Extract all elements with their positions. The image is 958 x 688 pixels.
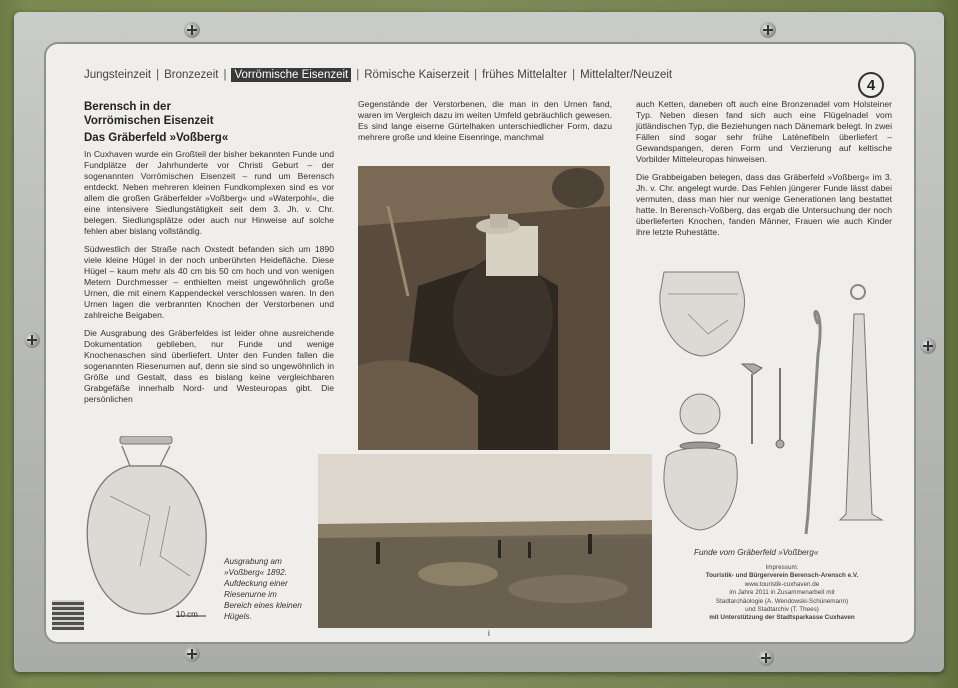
screw-icon — [920, 338, 936, 354]
era-navigation — [84, 68, 672, 82]
screw-icon — [184, 22, 200, 38]
artefact-drawings — [658, 264, 898, 544]
separator: | — [223, 69, 227, 81]
paragraph: Die Grabbeigaben belegen, dass das Gräberfeld »Voßberg« im 3. Jh. v. Chr. angelegt wurde. Das Fehlen jüngerer Funde lässt dabei vermuten, dass man hier nur wenige Generationen lang bestattet hatte. In Berensch-Voßberg, das ergab die Untersuchung der noch überlieferten Knochen, fanden Männer, Frauen wie auch Kinder ihre letzte Ruhestätte. — [636, 172, 892, 237]
screw-icon — [760, 22, 776, 38]
screw-icon — [184, 646, 200, 662]
paragraph: Gegenstände der Verstorbenen, die man in den Urnen fand, waren im Vergleich dazu im weiten Umfeld gebräuchlich gewesen. Es sind lange eiserne Gürtelhaken unterschiedlicher Form, dazu mehrere große und kleine Eisenringe, manchmal — [358, 99, 612, 142]
excavation-photo — [358, 166, 610, 450]
impressum — [666, 564, 898, 623]
screw-icon — [24, 332, 40, 348]
info-board — [44, 42, 916, 644]
page-number-badge: 4 — [858, 72, 884, 98]
separator: | — [474, 69, 478, 81]
title-line-1: Berensch in der — [84, 101, 171, 113]
urn-drawing — [80, 436, 210, 620]
impressum-line: Stadtarchäologie (A. Wendowski-Schünemann) — [715, 597, 849, 605]
finds-caption: Funde vom Gräberfeld »Voßberg« — [694, 548, 819, 557]
title-line-2: Vorrömischen Eisenzeit — [84, 115, 214, 127]
separator: | — [156, 69, 160, 81]
separator: | — [572, 69, 576, 81]
era-item: Römische Kaiserzeit — [364, 69, 470, 81]
era-item: frühes Mittelalter — [482, 69, 568, 81]
scale-label: 10 cm — [176, 610, 198, 619]
era-item-active: Vorrömische Eisenzeit — [231, 68, 351, 82]
era-item: Bronzezeit — [164, 69, 219, 81]
excavation-caption: Ausgrabung am »Voßberg« 1892. Aufdeckung einer Riesenurne im Bereich eines kleinen Hügels. — [224, 557, 302, 621]
impressum-line: mit Unterstützung der Stadtsparkasse Cuxhaven — [709, 614, 855, 622]
separator: | — [356, 69, 360, 81]
column-3 — [636, 99, 892, 245]
era-item: Jungsteinzeit — [84, 69, 152, 81]
paragraph: Die Ausgrabung des Gräberfeldes ist leider ohne ausreichende Dokumentation geblieben, nur Funde und wenige Knochenaschen sind überliefert. Unter den Funden fallen die sogenannten Riesenurnen auf, denn sie sind so ungewöhnlich in Größe und Gestalt, dass es bislang keine vergleichbaren Grabgefäße innerhalb Nord- und Westeuropas gibt. Die persönlichen — [84, 328, 334, 404]
qr-code — [52, 600, 84, 630]
impressum-title: Impressum: — [765, 564, 799, 571]
info-mark: i — [488, 629, 490, 638]
paragraph: In Cuxhaven wurde ein Großteil der bisher bekannten Funde und Fundplätze der Jahrhunderte vor Christi Geburt – der sogenannten Vorrömischen Eisenzeit – rund um Berensch entdeckt. Neben mehreren kleinen Fundkomplexen sind es vor allem die großen Gräberfelder »Voßberg« und »Waterpohl«, die eine intensivere Siedlungstätigkeit seit dem 3. Jh. v. Chr. belegen. Siedlungsplätze oder auch nur Hinweise auf solche fehlen aber bislang vollständig. — [84, 149, 334, 236]
era-item: Mittelalter/Neuzeit — [580, 69, 673, 81]
impressum-line: im Jahre 2011 in Zusammenarbeit mit — [729, 589, 835, 597]
impressum-org: Touristik- und Bürgerverein Berensch-Arensch e.V. — [705, 572, 859, 580]
impressum-line: und Stadtarchiv (T. Thees) — [745, 606, 819, 614]
screw-icon — [758, 650, 774, 666]
column-2 — [358, 99, 612, 150]
paragraph: auch Ketten, daneben oft auch eine Bronzenadel vom Holsteiner Typ. Neben diesen fand sich auch eine Flügelnadel vom jütländischen Typ, die Beziehungen nach Dänemark belegt. In zwei Fällen sind sogar sehr frühe Latènefibeln überliefert – Gewandspangen, deren Form und Verzierung auf keltische Vorbilder Mitteleuropas hinweisen. — [636, 99, 892, 164]
column-1 — [84, 100, 334, 412]
field-photo — [318, 454, 652, 628]
impressum-url: www.touristik-cuxhaven.de — [744, 580, 820, 588]
paragraph: Südwestlich der Straße nach Oxstedt befanden sich um 1890 viele kleine Hügel in der noch unberührten Heidefläche. Diese Hügel – kaum mehr als 40 cm bis 50 cm hoch und von wenigen Metern Durchmesser – enthielten meist ungewöhnlich große Urnen, die mit einem Kappendeckel verschlossen waren. In den Urnen lagen die verbrannten Knochen der Verstorbenen und zahlreiche Beigaben. — [84, 244, 334, 320]
subtitle: Das Gräberfeld »Voßberg« — [84, 132, 229, 144]
